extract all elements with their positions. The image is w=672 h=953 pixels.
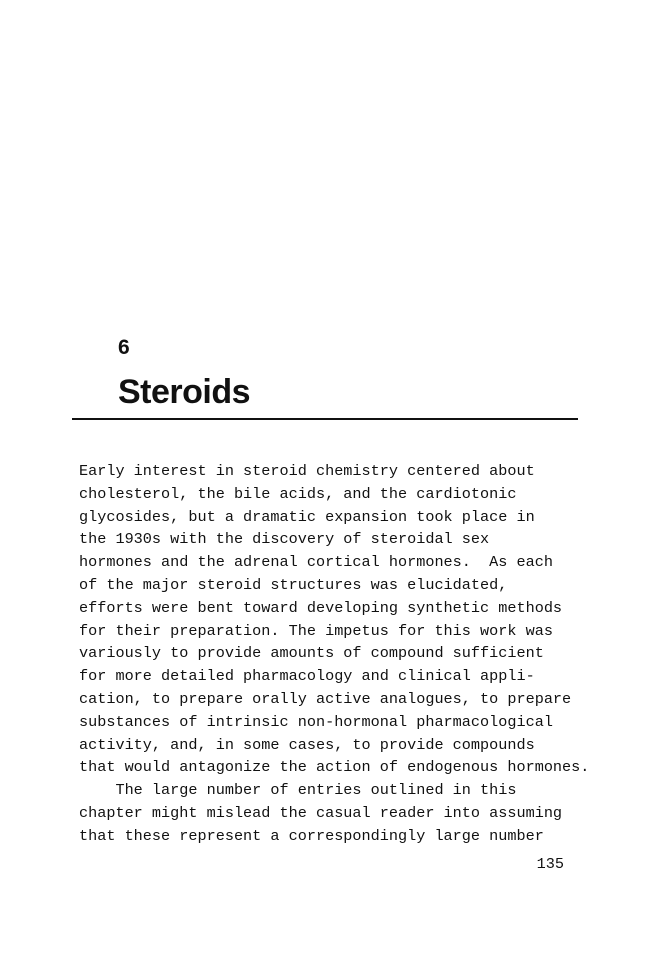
body-line: for more detailed pharmacology and clinical appli- [79,667,535,686]
chapter-number: 6 [118,336,130,359]
body-line: that these represent a correspondingly large number [79,826,544,845]
page-number: 135 [536,855,564,873]
body-line: The large number of entries outlined in this [79,781,517,800]
body-text [79,460,619,848]
body-line: cation, to prepare orally active analogues, to prepare [79,689,572,708]
body-line: activity, and, in some cases, to provide compounds [79,735,535,754]
body-line: hormones and the adrenal cortical hormones. As each [79,553,553,572]
title-rule [72,418,578,420]
body-line: variously to provide amounts of compound sufficient [79,644,544,663]
body-line: of the major steroid structures was elucidated, [79,575,508,594]
chapter-title: Steroids [118,373,251,411]
body-line: Early interest in steroid chemistry centered about [79,462,535,480]
body-line: for their preparation. The impetus for this work was [79,621,553,640]
body-line: substances of intrinsic non-hormonal pharmacological [79,712,553,731]
body-line: cholesterol, the bile acids, and the cardiotonic [79,484,517,503]
body-line: the 1930s with the discovery of steroidal sex [79,530,490,549]
body-line: chapter might mislead the casual reader into assuming [79,803,563,822]
body-line: glycosides, but a dramatic expansion took place in [79,507,535,526]
body-line: efforts were bent toward developing synthetic methods [79,598,563,617]
body-line: that would antagonize the action of endogenous hormones. [79,758,590,777]
